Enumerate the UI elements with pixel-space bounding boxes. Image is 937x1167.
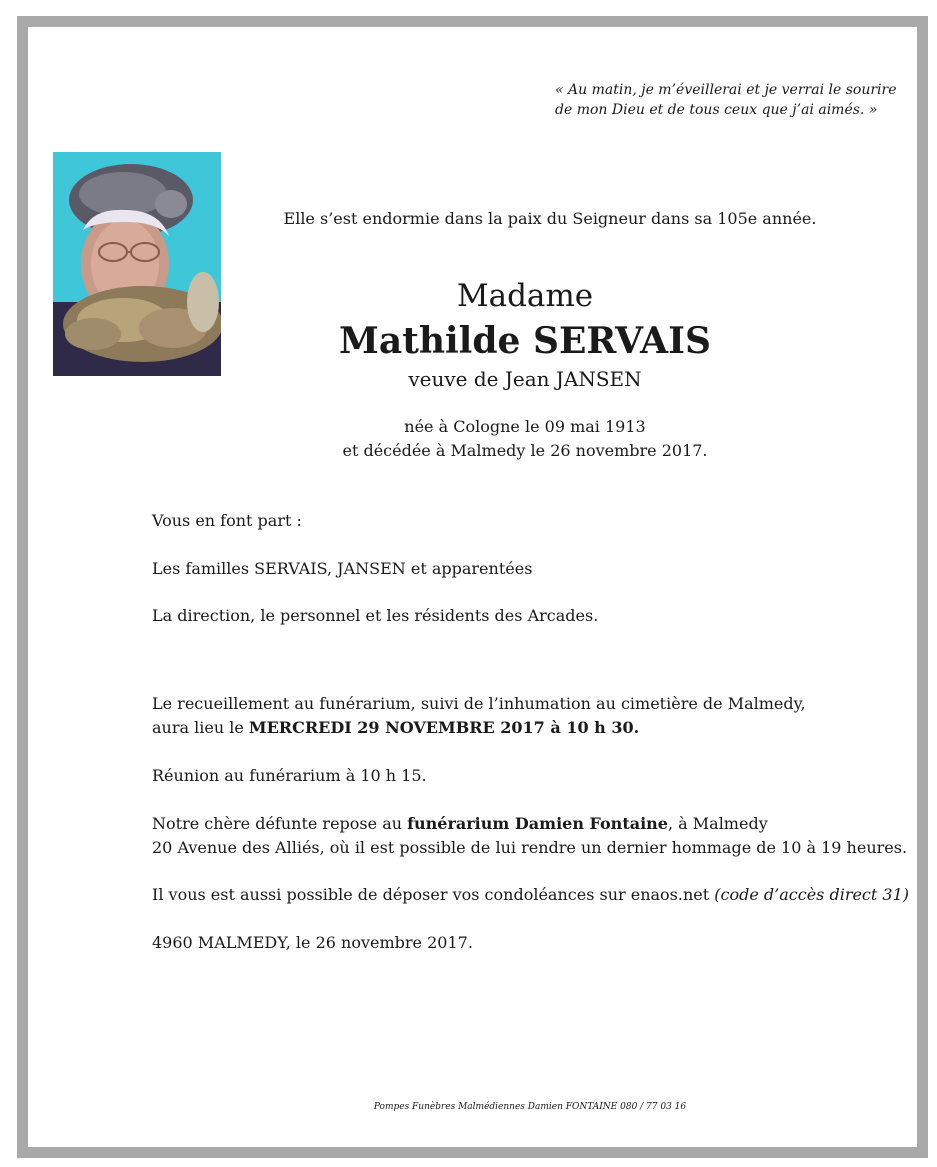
deceased-name: Mathilde SERVAIS xyxy=(339,320,711,362)
ceremony-paragraph xyxy=(152,692,912,740)
honorific: Madame xyxy=(456,278,594,314)
ceremony-line-1: Le recueillement au funérarium, suivi de l’inhumation au cimetière de Malmedy, xyxy=(152,694,806,713)
rest-paragraph xyxy=(152,812,912,860)
families-line: Les familles SERVAIS, JANSEN et apparentées xyxy=(152,559,533,578)
widow-of: veuve de Jean JANSEN xyxy=(408,367,642,391)
rest-line-2: 20 Avenue des Alliés, où il est possible de lui rendre un dernier hommage de 10 à 19 heures. xyxy=(152,838,908,857)
death-line: et décédée à Malmedy le 26 novembre 2017. xyxy=(342,441,708,460)
condolences-text: Il vous est aussi possible de déposer vos condoléances sur enaos.net xyxy=(152,885,715,904)
access-code: (code d’accès direct 31) xyxy=(714,885,910,904)
ceremony-datetime: MERCREDI 29 NOVEMBRE 2017 à 10 h 30. xyxy=(248,718,640,737)
place-date: 4960 MALMEDY, le 26 novembre 2017. xyxy=(152,933,473,952)
meeting-line: Réunion au funérarium à 10 h 15. xyxy=(152,766,427,785)
funeral-home-name: funérarium Damien Fontaine xyxy=(407,814,668,833)
footer-funeral-home: Pompes Funèbres Malmédiennes Damien FONTAINE 080 / 77 03 16 xyxy=(373,1102,687,1112)
birth-line: née à Cologne le 09 mai 1913 xyxy=(404,417,646,436)
quote-line-1: « Au matin, je m’éveillerai et je verrai le sourire xyxy=(555,82,897,98)
epigraph-quote xyxy=(555,80,900,120)
direction-line: La direction, le personnel et les résidents des Arcades. xyxy=(152,606,599,625)
announcement-intro: Vous en font part : xyxy=(152,511,302,530)
life-dates xyxy=(230,415,820,463)
ceremony-line-2 xyxy=(152,716,912,740)
rest-line-1 xyxy=(152,812,912,836)
rest-prefix: Notre chère défunte repose au xyxy=(152,814,408,833)
intro-sentence: Elle s’est endormie dans la paix du Seigneur dans sa 105e année. xyxy=(283,209,817,228)
portrait-photo xyxy=(53,152,221,376)
rest-suffix: , à Malmedy xyxy=(667,814,768,833)
ceremony-prefix: aura lieu le xyxy=(152,718,249,737)
condolences-line xyxy=(152,883,912,907)
quote-line-2: de mon Dieu et de tous ceux que j’ai aimés. » xyxy=(555,102,878,118)
